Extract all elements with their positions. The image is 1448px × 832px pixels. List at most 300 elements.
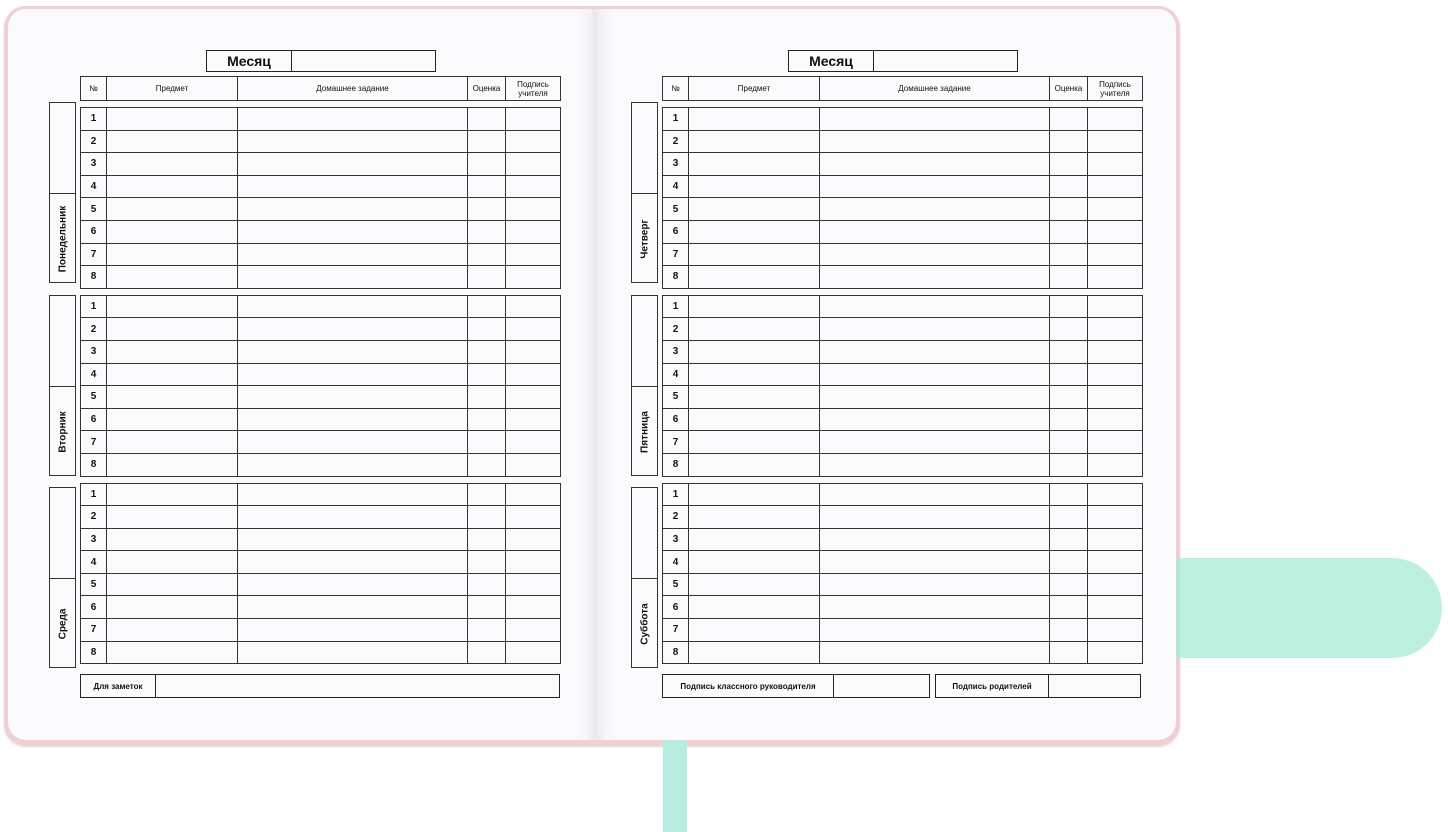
- table-row: [663, 431, 1143, 454]
- table-row: [663, 363, 1143, 386]
- row-number: 5: [81, 386, 107, 409]
- subject-cell[interactable]: [107, 198, 238, 221]
- table-row: [663, 596, 1143, 619]
- row-number: 6: [81, 408, 107, 431]
- grade-cell[interactable]: [468, 340, 506, 363]
- homework-cell[interactable]: [238, 198, 468, 221]
- grade-cell[interactable]: [1050, 408, 1088, 431]
- column-header: Оценка: [1050, 77, 1088, 101]
- table-row: [81, 363, 561, 386]
- teacher-signature-cell[interactable]: [506, 483, 561, 506]
- table-row: [81, 175, 561, 198]
- row-number: 2: [663, 318, 689, 341]
- row-number: 2: [663, 130, 689, 153]
- subject-cell[interactable]: [689, 573, 820, 596]
- parents-signature-field[interactable]: [935, 674, 1141, 698]
- grade-cell[interactable]: [1050, 220, 1088, 243]
- month-field-left[interactable]: [206, 50, 436, 72]
- subject-cell[interactable]: [689, 130, 820, 153]
- subject-cell[interactable]: [689, 220, 820, 243]
- grade-cell[interactable]: [1050, 596, 1088, 619]
- table-row: [81, 386, 561, 409]
- table-row: [663, 340, 1143, 363]
- homework-cell[interactable]: [820, 641, 1050, 664]
- row-number: 3: [663, 528, 689, 551]
- table-row: [81, 198, 561, 221]
- grade-cell[interactable]: [468, 363, 506, 386]
- table-row: [81, 108, 561, 131]
- teacher-signature-cell[interactable]: [1088, 220, 1143, 243]
- subject-cell[interactable]: [689, 453, 820, 476]
- grade-cell[interactable]: [468, 198, 506, 221]
- subject-cell[interactable]: [107, 619, 238, 642]
- homework-cell[interactable]: [238, 220, 468, 243]
- teacher-signature-cell[interactable]: [1088, 318, 1143, 341]
- teacher-signature-cell[interactable]: [1088, 431, 1143, 454]
- homework-cell[interactable]: [238, 386, 468, 409]
- homework-cell[interactable]: [238, 295, 468, 318]
- grade-cell[interactable]: [1050, 528, 1088, 551]
- row-number: 7: [663, 619, 689, 642]
- subject-cell[interactable]: [107, 175, 238, 198]
- teacher-signature-cell[interactable]: [1088, 340, 1143, 363]
- teacher-signature-cell[interactable]: [506, 431, 561, 454]
- teacher-signature-cell[interactable]: [506, 453, 561, 476]
- day-divider: [632, 386, 657, 387]
- homework-cell[interactable]: [238, 483, 468, 506]
- table-row: [81, 551, 561, 574]
- grade-cell[interactable]: [468, 153, 506, 176]
- homework-cell[interactable]: [820, 198, 1050, 221]
- teacher-signature-cell[interactable]: [506, 220, 561, 243]
- homework-cell[interactable]: [820, 243, 1050, 266]
- subject-cell[interactable]: [107, 596, 238, 619]
- magnetic-clasp[interactable]: [1180, 558, 1442, 658]
- homework-cell[interactable]: [238, 596, 468, 619]
- column-header: Оценка: [468, 77, 506, 101]
- table-row: [663, 641, 1143, 664]
- table-row: [663, 198, 1143, 221]
- teacher-signature-cell[interactable]: [506, 153, 561, 176]
- grade-cell[interactable]: [1050, 386, 1088, 409]
- table-row: [81, 453, 561, 476]
- teacher-signature-cell[interactable]: [506, 528, 561, 551]
- teacher-signature-cell[interactable]: [1088, 528, 1143, 551]
- homework-cell[interactable]: [820, 431, 1050, 454]
- grade-cell[interactable]: [1050, 573, 1088, 596]
- homework-cell[interactable]: [238, 153, 468, 176]
- table-row: [663, 506, 1143, 529]
- teacher-signature-cell[interactable]: [1088, 153, 1143, 176]
- row-number: 2: [663, 506, 689, 529]
- row-number: 1: [81, 295, 107, 318]
- day-name: Суббота: [639, 603, 650, 645]
- subject-cell[interactable]: [689, 340, 820, 363]
- notes-field[interactable]: [80, 674, 560, 698]
- teacher-signature-cell[interactable]: [506, 266, 561, 289]
- row-number: 5: [663, 386, 689, 409]
- teacher-signature-cell[interactable]: [1088, 573, 1143, 596]
- teacher-signature-cell[interactable]: [1088, 363, 1143, 386]
- homework-cell[interactable]: [238, 318, 468, 341]
- teacher-signature-cell[interactable]: [506, 596, 561, 619]
- teacher-signature-cell[interactable]: [1088, 175, 1143, 198]
- teacher-signature-cell[interactable]: [506, 108, 561, 131]
- teacher-signature-cell[interactable]: [1088, 243, 1143, 266]
- grade-cell[interactable]: [1050, 108, 1088, 131]
- grade-cell[interactable]: [468, 386, 506, 409]
- table-row: [663, 573, 1143, 596]
- table-row: [663, 619, 1143, 642]
- row-number: 4: [663, 363, 689, 386]
- teacher-signature-cell[interactable]: [1088, 198, 1143, 221]
- subject-cell[interactable]: [107, 108, 238, 131]
- teacher-signature-cell[interactable]: [506, 363, 561, 386]
- table-row: [663, 483, 1143, 506]
- subject-cell[interactable]: [689, 596, 820, 619]
- subject-cell[interactable]: [107, 220, 238, 243]
- teacher-signature-cell[interactable]: [506, 573, 561, 596]
- grade-cell[interactable]: [1050, 340, 1088, 363]
- table-row: [81, 340, 561, 363]
- grade-cell[interactable]: [1050, 175, 1088, 198]
- day-divider: [632, 578, 657, 579]
- grade-cell[interactable]: [468, 108, 506, 131]
- grade-cell[interactable]: [468, 431, 506, 454]
- homework-cell[interactable]: [820, 386, 1050, 409]
- teacher-signature-cell[interactable]: [1088, 483, 1143, 506]
- teacher-signature-cell[interactable]: [506, 551, 561, 574]
- subject-cell[interactable]: [107, 243, 238, 266]
- row-number: 8: [663, 641, 689, 664]
- table-row: [663, 130, 1143, 153]
- grade-cell[interactable]: [1050, 506, 1088, 529]
- row-number: 1: [663, 108, 689, 131]
- table-row: [663, 108, 1143, 131]
- month-label: Месяц: [207, 51, 292, 71]
- teacher-signature-cell[interactable]: [506, 641, 561, 664]
- homework-cell[interactable]: [820, 619, 1050, 642]
- row-number: 2: [81, 506, 107, 529]
- homework-cell[interactable]: [820, 175, 1050, 198]
- teacher-signature-cell[interactable]: [1088, 619, 1143, 642]
- column-header: Домашнее задание: [820, 77, 1050, 101]
- homework-cell[interactable]: [238, 340, 468, 363]
- row-number: 1: [81, 483, 107, 506]
- homework-cell[interactable]: [238, 641, 468, 664]
- teacher-signature-cell[interactable]: [1088, 386, 1143, 409]
- grade-cell[interactable]: [1050, 198, 1088, 221]
- table-header-row: [81, 77, 561, 101]
- grade-cell[interactable]: [468, 528, 506, 551]
- subject-cell[interactable]: [107, 295, 238, 318]
- homework-cell[interactable]: [238, 243, 468, 266]
- grade-cell[interactable]: [468, 483, 506, 506]
- grade-cell[interactable]: [1050, 483, 1088, 506]
- row-number: 6: [81, 596, 107, 619]
- homework-cell[interactable]: [820, 318, 1050, 341]
- subject-cell[interactable]: [689, 318, 820, 341]
- row-number: 1: [663, 295, 689, 318]
- table-row: [663, 175, 1143, 198]
- teacher-signature-cell[interactable]: [506, 295, 561, 318]
- homework-cell[interactable]: [238, 266, 468, 289]
- grade-cell[interactable]: [1050, 453, 1088, 476]
- grade-cell[interactable]: [1050, 130, 1088, 153]
- homework-cell[interactable]: [820, 453, 1050, 476]
- subject-cell[interactable]: [689, 506, 820, 529]
- subject-cell[interactable]: [107, 483, 238, 506]
- subject-cell[interactable]: [107, 641, 238, 664]
- grade-cell[interactable]: [1050, 641, 1088, 664]
- subject-cell[interactable]: [107, 153, 238, 176]
- homework-cell[interactable]: [820, 153, 1050, 176]
- row-number: 8: [81, 641, 107, 664]
- table-row: [81, 295, 561, 318]
- table-row: [81, 573, 561, 596]
- grade-cell[interactable]: [468, 266, 506, 289]
- homework-cell[interactable]: [238, 175, 468, 198]
- month-field-right[interactable]: [788, 50, 1018, 72]
- teacher-signature-cell[interactable]: [506, 506, 561, 529]
- row-number: 2: [81, 318, 107, 341]
- row-number: 1: [81, 108, 107, 131]
- grade-cell[interactable]: [1050, 295, 1088, 318]
- subject-cell[interactable]: [107, 408, 238, 431]
- subject-cell[interactable]: [689, 431, 820, 454]
- homework-cell[interactable]: [238, 108, 468, 131]
- grade-cell[interactable]: [468, 220, 506, 243]
- grade-cell[interactable]: [1050, 318, 1088, 341]
- subject-cell[interactable]: [689, 175, 820, 198]
- day-name: Четверг: [639, 219, 650, 259]
- row-number: 4: [663, 175, 689, 198]
- row-number: 7: [81, 431, 107, 454]
- grade-cell[interactable]: [1050, 551, 1088, 574]
- subject-cell[interactable]: [689, 483, 820, 506]
- table-row: [663, 551, 1143, 574]
- day-divider: [632, 193, 657, 194]
- teacher-signature-cell[interactable]: [506, 408, 561, 431]
- homework-cell[interactable]: [820, 363, 1050, 386]
- subject-cell[interactable]: [689, 108, 820, 131]
- row-number: 6: [663, 220, 689, 243]
- teacher-signature-cell[interactable]: [1088, 551, 1143, 574]
- table-row: [81, 408, 561, 431]
- table-row: [81, 431, 561, 454]
- subject-cell[interactable]: [107, 551, 238, 574]
- table-row: [81, 483, 561, 506]
- table-row: [663, 408, 1143, 431]
- teacher-signature-label: Подпись классного руководителя: [663, 675, 834, 697]
- teacher-signature-cell[interactable]: [506, 619, 561, 642]
- row-number: 1: [663, 483, 689, 506]
- homework-cell[interactable]: [820, 340, 1050, 363]
- grade-cell[interactable]: [468, 551, 506, 574]
- row-number: 5: [663, 573, 689, 596]
- subject-cell[interactable]: [689, 551, 820, 574]
- day-block: [631, 102, 658, 283]
- table-row: [663, 153, 1143, 176]
- subject-cell[interactable]: [107, 573, 238, 596]
- teacher-signature-cell[interactable]: [506, 318, 561, 341]
- homework-cell[interactable]: [238, 453, 468, 476]
- homework-cell[interactable]: [820, 573, 1050, 596]
- teacher-signature-cell[interactable]: [506, 175, 561, 198]
- row-number: 3: [81, 153, 107, 176]
- teacher-signature-cell[interactable]: [1088, 506, 1143, 529]
- teacher-signature-cell[interactable]: [1088, 108, 1143, 131]
- column-header: Домашнее задание: [238, 77, 468, 101]
- month-label: Месяц: [789, 51, 874, 71]
- homework-cell[interactable]: [238, 363, 468, 386]
- grade-cell[interactable]: [468, 619, 506, 642]
- grade-cell[interactable]: [1050, 266, 1088, 289]
- homework-cell[interactable]: [238, 573, 468, 596]
- row-number: 6: [663, 596, 689, 619]
- teacher-signature-cell[interactable]: [506, 198, 561, 221]
- grade-cell[interactable]: [1050, 619, 1088, 642]
- teacher-signature-cell[interactable]: [1088, 596, 1143, 619]
- teacher-signature-cell[interactable]: [1088, 408, 1143, 431]
- grade-cell[interactable]: [1050, 243, 1088, 266]
- homework-cell[interactable]: [820, 266, 1050, 289]
- day-block: [49, 102, 76, 283]
- row-number: 4: [663, 551, 689, 574]
- day-name: Среда: [57, 608, 68, 640]
- homework-cell[interactable]: [238, 431, 468, 454]
- subject-cell[interactable]: [107, 528, 238, 551]
- grade-cell[interactable]: [468, 506, 506, 529]
- homework-cell[interactable]: [820, 130, 1050, 153]
- grade-cell[interactable]: [468, 596, 506, 619]
- teacher-signature-cell[interactable]: [506, 130, 561, 153]
- homework-cell[interactable]: [238, 506, 468, 529]
- grade-cell[interactable]: [468, 295, 506, 318]
- subject-cell[interactable]: [689, 528, 820, 551]
- subject-cell[interactable]: [689, 198, 820, 221]
- table-row: [81, 220, 561, 243]
- teacher-signature-cell[interactable]: [1088, 453, 1143, 476]
- homework-cell[interactable]: [820, 506, 1050, 529]
- row-number: 8: [663, 266, 689, 289]
- subject-cell[interactable]: [689, 295, 820, 318]
- table-row: [81, 243, 561, 266]
- day-divider: [50, 193, 75, 194]
- grade-cell[interactable]: [468, 175, 506, 198]
- column-header: Подпись учителя: [1088, 77, 1143, 101]
- row-number: 5: [81, 198, 107, 221]
- homework-cell[interactable]: [820, 596, 1050, 619]
- table-header-row: [663, 77, 1143, 101]
- table-row: [663, 453, 1143, 476]
- homework-cell[interactable]: [238, 619, 468, 642]
- subject-cell[interactable]: [689, 243, 820, 266]
- grade-cell[interactable]: [468, 453, 506, 476]
- parents-signature-label: Подпись родителей: [936, 675, 1049, 697]
- grade-cell[interactable]: [468, 243, 506, 266]
- row-number: 8: [663, 453, 689, 476]
- notes-label: Для заметок: [81, 675, 156, 697]
- grade-cell[interactable]: [1050, 363, 1088, 386]
- teacher-signature-cell[interactable]: [506, 243, 561, 266]
- row-number: 7: [81, 243, 107, 266]
- teacher-signature-cell[interactable]: [1088, 641, 1143, 664]
- grade-cell[interactable]: [468, 641, 506, 664]
- subject-cell[interactable]: [107, 363, 238, 386]
- subject-cell[interactable]: [689, 619, 820, 642]
- grade-cell[interactable]: [468, 318, 506, 341]
- teacher-signature-field[interactable]: [662, 674, 930, 698]
- homework-cell[interactable]: [820, 551, 1050, 574]
- day-block: [49, 295, 76, 476]
- homework-cell[interactable]: [820, 483, 1050, 506]
- teacher-signature-cell[interactable]: [1088, 266, 1143, 289]
- subject-cell[interactable]: [689, 386, 820, 409]
- teacher-signature-cell[interactable]: [1088, 295, 1143, 318]
- grade-cell[interactable]: [468, 408, 506, 431]
- row-number: 5: [663, 198, 689, 221]
- subject-cell[interactable]: [689, 408, 820, 431]
- teacher-signature-cell[interactable]: [506, 340, 561, 363]
- subject-cell[interactable]: [107, 266, 238, 289]
- subject-cell[interactable]: [107, 431, 238, 454]
- homework-cell[interactable]: [820, 295, 1050, 318]
- subject-cell[interactable]: [689, 153, 820, 176]
- row-number: 4: [81, 175, 107, 198]
- homework-cell[interactable]: [820, 528, 1050, 551]
- row-number: 8: [81, 453, 107, 476]
- teacher-signature-cell[interactable]: [506, 386, 561, 409]
- homework-cell[interactable]: [820, 108, 1050, 131]
- teacher-signature-cell[interactable]: [1088, 130, 1143, 153]
- subject-cell[interactable]: [107, 318, 238, 341]
- subject-cell[interactable]: [107, 130, 238, 153]
- row-number: 3: [81, 340, 107, 363]
- day-block: [631, 295, 658, 476]
- table-row: [81, 318, 561, 341]
- subject-cell[interactable]: [107, 453, 238, 476]
- subject-cell[interactable]: [689, 363, 820, 386]
- homework-cell[interactable]: [238, 408, 468, 431]
- subject-cell[interactable]: [107, 340, 238, 363]
- column-header: Подпись учителя: [506, 77, 561, 101]
- homework-cell[interactable]: [820, 408, 1050, 431]
- day-block: [631, 487, 658, 668]
- homework-cell[interactable]: [238, 551, 468, 574]
- grade-cell[interactable]: [468, 573, 506, 596]
- day-name: Понедельник: [57, 205, 68, 273]
- subject-cell[interactable]: [107, 386, 238, 409]
- day-divider: [50, 386, 75, 387]
- table-row: [663, 295, 1143, 318]
- subject-cell[interactable]: [107, 506, 238, 529]
- row-number: 4: [81, 363, 107, 386]
- subject-cell[interactable]: [689, 266, 820, 289]
- column-header: Предмет: [107, 77, 238, 101]
- day-name: Пятница: [639, 410, 650, 453]
- subject-cell[interactable]: [689, 641, 820, 664]
- grade-cell[interactable]: [468, 130, 506, 153]
- homework-cell[interactable]: [238, 130, 468, 153]
- row-number: 7: [81, 619, 107, 642]
- table-row: [663, 386, 1143, 409]
- grade-cell[interactable]: [1050, 431, 1088, 454]
- homework-cell[interactable]: [820, 220, 1050, 243]
- homework-cell[interactable]: [238, 528, 468, 551]
- grade-cell[interactable]: [1050, 153, 1088, 176]
- bookmark-ribbon[interactable]: [663, 740, 687, 832]
